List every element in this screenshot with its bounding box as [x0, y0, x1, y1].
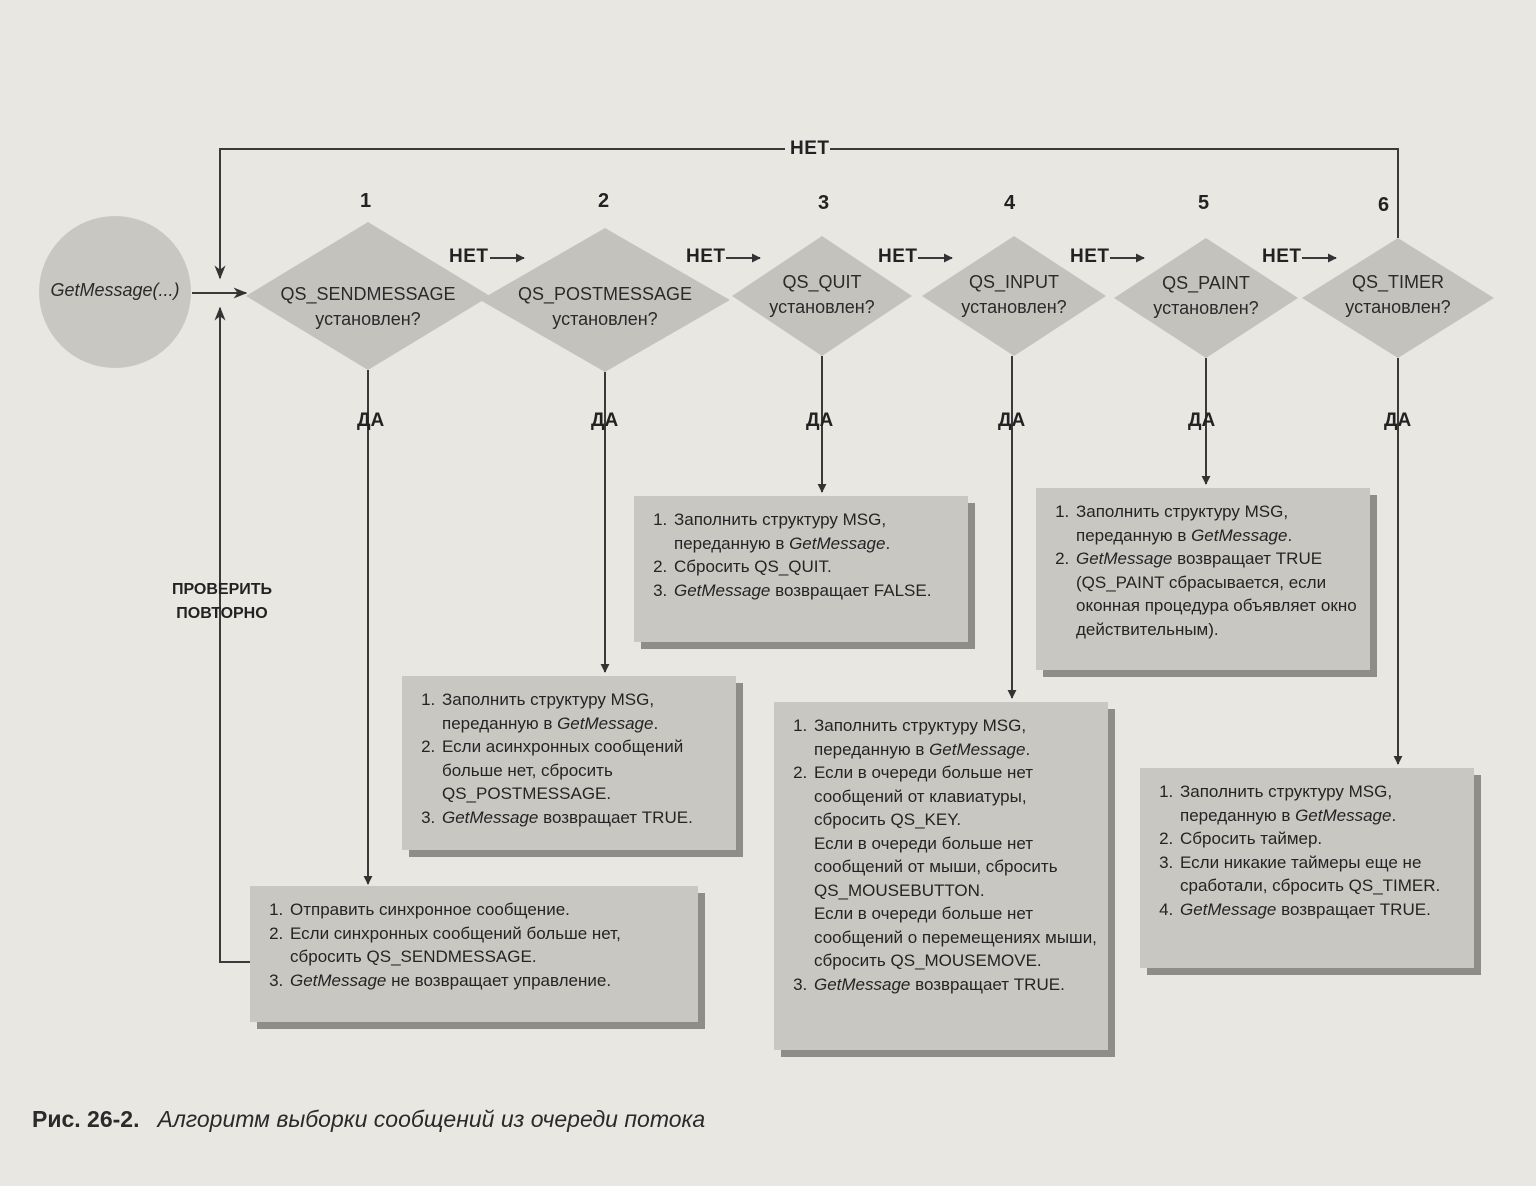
decision-text-4: QS_INPUT установлен? — [961, 272, 1067, 317]
no-label-2: НЕТ — [686, 246, 726, 267]
no-label-4: НЕТ — [1070, 246, 1110, 267]
action-box-4 — [774, 702, 1108, 1050]
action-box-1 — [250, 886, 698, 1022]
box2-step-3: 3. GetMessage возвращает TRUE. — [440, 806, 728, 830]
decision-number-6: 6 — [1378, 194, 1390, 216]
decision-text-6: QS_TIMER установлен? — [1345, 272, 1451, 317]
retry-label: ПРОВЕРИТЬ ПОВТОРНО — [171, 581, 273, 622]
box2-step-1: 1. Заполнить структуру MSG, переданную в GetMessage. — [440, 688, 728, 735]
start-label: GetMessage(...) — [50, 280, 180, 300]
yes-label-3: ДА — [806, 410, 834, 431]
decision-number-4: 4 — [1004, 192, 1016, 214]
decision-number-5: 5 — [1198, 192, 1210, 214]
yes-label-1: ДА — [357, 410, 385, 431]
box6-step-3: 3. Если никакие таймеры еще не сработали, сбросить QS_TIMER. — [1178, 851, 1466, 898]
top-loop-line — [830, 149, 1398, 238]
retry-loop-line — [220, 308, 250, 962]
no-label-3: НЕТ — [878, 246, 918, 267]
decision-text-5: QS_PAINT установлен? — [1153, 273, 1259, 318]
figure-number: Рис. 26-2. — [32, 1106, 140, 1132]
box2-step-2: 2. Если асинхронных сообщений больше нет, сбросить QS_POSTMESSAGE. — [440, 735, 728, 806]
box3-step-2: 2. Сбросить QS_QUIT. — [672, 555, 960, 579]
figure-caption — [32, 1106, 705, 1133]
decision-text-2: QS_POSTMESSAGE установлен? — [517, 284, 693, 329]
box6-step-2: 2. Сбросить таймер. — [1178, 827, 1466, 851]
figure-title: Алгоритм выборки сообщений из очереди потока — [157, 1106, 706, 1132]
box6-step-1: 1. Заполнить структуру MSG, переданную в GetMessage. — [1178, 780, 1466, 827]
decision-number-1: 1 — [360, 190, 372, 212]
decision-text-1: QS_SENDMESSAGE установлен? — [280, 284, 456, 329]
box4-step-1: 1. Заполнить структуру MSG, переданную в GetMessage. — [812, 714, 1100, 761]
yes-label-6: ДА — [1384, 410, 1412, 431]
action-box-6 — [1140, 768, 1474, 968]
yes-label-2: ДА — [591, 410, 619, 431]
top-loop-label: НЕТ — [790, 138, 830, 159]
box1-step-2: 2. Если синхронных сообщений больше нет, сбросить QS_SENDMESSAGE. — [288, 922, 690, 969]
box5-step-1: 1. Заполнить структуру MSG, переданную в GetMessage. — [1074, 500, 1362, 547]
box1-step-3: 3. GetMessage не возвращает управление. — [288, 969, 690, 993]
decision-text-3: QS_QUIT установлен? — [769, 272, 875, 317]
box3-step-3: 3. GetMessage возвращает FALSE. — [672, 579, 960, 603]
action-box-3 — [634, 496, 968, 642]
box5-step-2: 2. GetMessage возвращает TRUE (QS_PAINT сбрасывается, если оконная процедура объявляет окно действительным). — [1074, 547, 1362, 641]
no-label-5: НЕТ — [1262, 246, 1302, 267]
decision-number-3: 3 — [818, 192, 830, 214]
box1-step-1: 1. Отправить синхронное сообщение. — [288, 898, 690, 922]
box3-step-1: 1. Заполнить структуру MSG, переданную в GetMessage. — [672, 508, 960, 555]
box6-step-4: 4. GetMessage возвращает TRUE. — [1178, 898, 1466, 922]
no-label-1: НЕТ — [449, 246, 489, 267]
box4-step-2: 2. Если в очереди больше нет сообщений от клавиатуры, сбросить QS_KEY. Если в очереди больше нет сообщений от мыши, сбросить QS_MOUSEBUTTON. Если в очереди больше нет сообщений о перемещениях мыши, сбросить QS_MOUSEMOVE. — [812, 761, 1100, 973]
yes-label-4: ДА — [998, 410, 1026, 431]
yes-label-5: ДА — [1188, 410, 1216, 431]
decision-number-2: 2 — [598, 190, 610, 212]
action-box-5 — [1036, 488, 1370, 670]
action-box-2 — [402, 676, 736, 850]
box4-step-3: 3. GetMessage возвращает TRUE. — [812, 973, 1100, 997]
